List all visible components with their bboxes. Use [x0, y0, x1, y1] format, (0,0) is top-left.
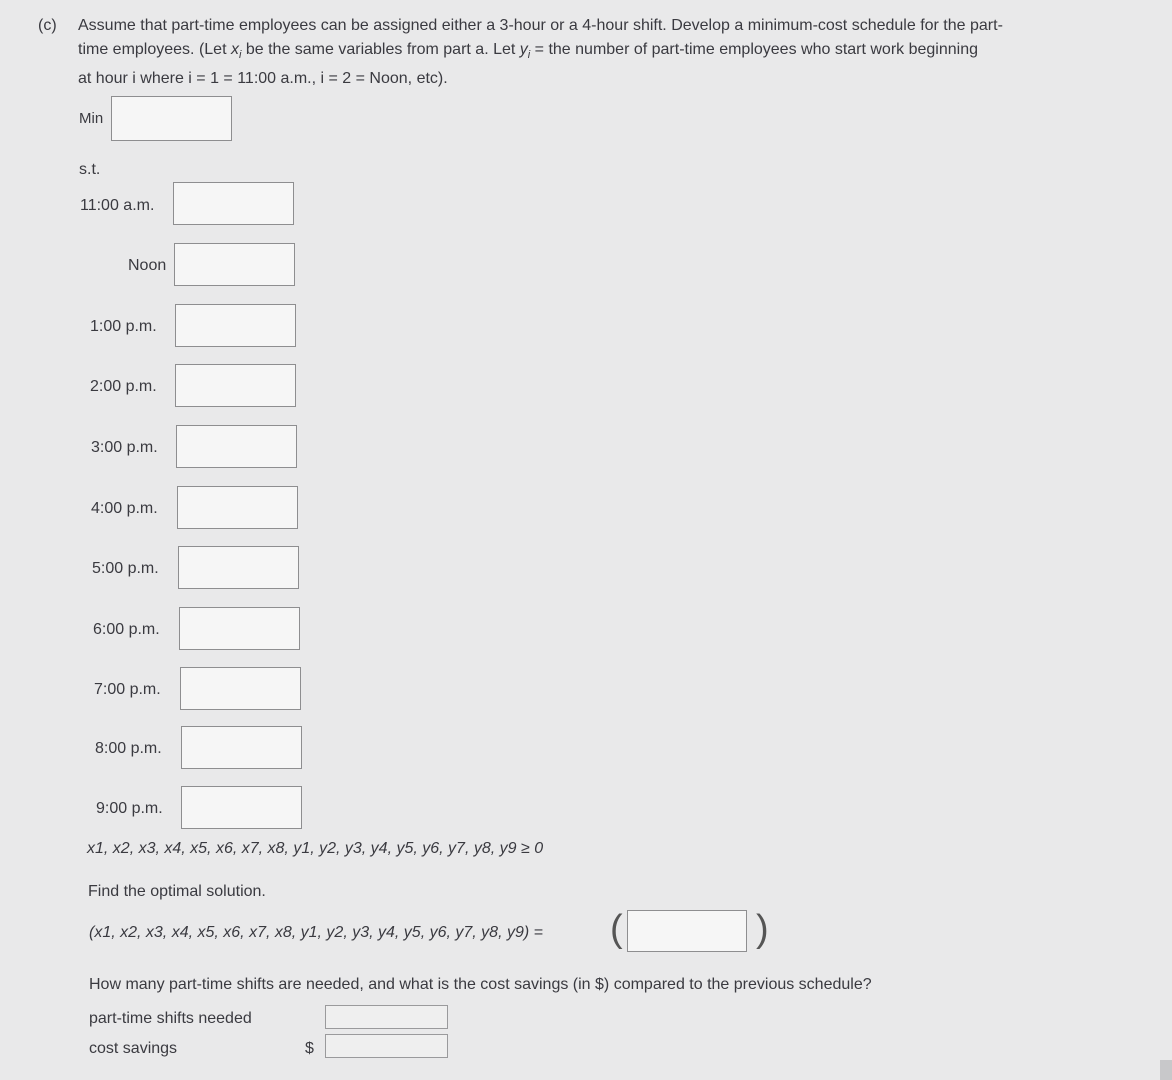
- var-x-subscript: i: [238, 49, 242, 61]
- constraint-label-8pm: 8:00 p.m.: [95, 740, 162, 757]
- constraint-label-4pm: 4:00 p.m.: [91, 500, 158, 517]
- constraint-label-3pm: 3:00 p.m.: [91, 439, 158, 456]
- constraint-input-6pm[interactable]: [179, 607, 300, 650]
- constraint-input-9pm[interactable]: [181, 786, 302, 829]
- question-line-1: Assume that part-time employees can be assigned either a 3-hour or a 4-hour shift. Develop a minimum-cost schedule for the part-: [78, 17, 1003, 34]
- close-paren: ): [756, 908, 769, 950]
- question-line-2-b: be the same variables from part a. Let: [241, 41, 520, 58]
- var-x: x: [230, 41, 239, 58]
- currency-symbol: $: [305, 1040, 314, 1057]
- objective-input[interactable]: [111, 96, 232, 141]
- constraint-input-7pm[interactable]: [180, 667, 301, 710]
- constraint-input-1pm[interactable]: [175, 304, 296, 347]
- question-line-3: at hour i where i = 1 = 11:00 a.m., i = 2 = Noon, etc).: [78, 70, 448, 87]
- constraint-input-4pm[interactable]: [177, 486, 298, 529]
- savings-label: cost savings: [89, 1040, 178, 1057]
- shifts-label: part-time shifts needed: [89, 1010, 252, 1027]
- savings-input[interactable]: [325, 1034, 448, 1058]
- how-many-question: How many part-time shifts are needed, and what is the cost savings (in $) compared to the previous schedule?: [89, 976, 872, 993]
- nonnegativity-constraint: x1, x2, x3, x4, x5, x6, x7, x8, y1, y2, y3, y4, y5, y6, y7, y8, y9 ≥ 0: [87, 840, 544, 857]
- find-optimal-label: Find the optimal solution.: [88, 883, 266, 900]
- shifts-input[interactable]: [325, 1005, 448, 1029]
- constraint-input-2pm[interactable]: [175, 364, 296, 407]
- question-line-2-a: time employees. (Let: [78, 41, 231, 58]
- constraint-input-1100[interactable]: [173, 182, 294, 225]
- var-y-subscript: i: [527, 49, 531, 61]
- min-label: Min: [79, 110, 104, 127]
- constraint-input-noon[interactable]: [174, 243, 295, 286]
- constraint-input-3pm[interactable]: [176, 425, 297, 468]
- var-y: y: [519, 41, 528, 58]
- constraint-input-5pm[interactable]: [178, 546, 299, 589]
- constraint-label-1pm: 1:00 p.m.: [90, 318, 157, 335]
- constraint-label-1100: 11:00 a.m.: [80, 197, 155, 214]
- constraint-label-2pm: 2:00 p.m.: [90, 378, 157, 395]
- constraint-label-noon: Noon: [128, 257, 167, 274]
- part-label: (c): [38, 17, 57, 34]
- constraint-label-6pm: 6:00 p.m.: [93, 621, 160, 638]
- question-line-2-c: = the number of part-time employees who start work beginning: [530, 41, 978, 58]
- question-text: [78, 14, 1128, 91]
- solution-tuple-label: (x1, x2, x3, x4, x5, x6, x7, x8, y1, y2, y3, y4, y5, y6, y7, y8, y9) =: [89, 924, 543, 941]
- st-label: s.t.: [79, 161, 101, 178]
- constraint-label-9pm: 9:00 p.m.: [96, 800, 163, 817]
- constraint-label-5pm: 5:00 p.m.: [92, 560, 159, 577]
- solution-input[interactable]: [627, 910, 747, 952]
- scrollbar-corner: [1160, 1060, 1172, 1080]
- open-paren: (: [610, 908, 623, 950]
- constraint-input-8pm[interactable]: [181, 726, 302, 769]
- constraint-label-7pm: 7:00 p.m.: [94, 681, 161, 698]
